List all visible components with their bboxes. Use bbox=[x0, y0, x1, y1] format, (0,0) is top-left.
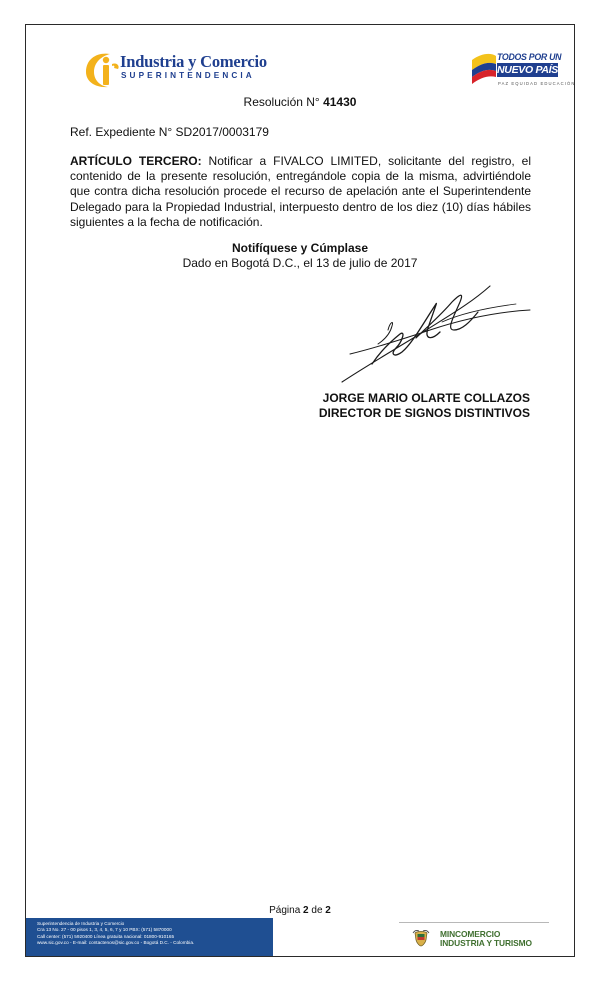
signer-block bbox=[300, 391, 530, 421]
notify-heading: Notifíquese y Cúmplase bbox=[231, 241, 369, 255]
page-current: 2 bbox=[303, 905, 309, 916]
page-total: 2 bbox=[325, 905, 331, 916]
footer-contact-line: Superintendencia de Industria y Comercio bbox=[37, 921, 125, 926]
page-number bbox=[0, 905, 600, 916]
article-text: Notificar a FIVALCO LIMITED, solicitante del registro, el contenido de la presente resolución, entregándole copia de la misma, advirtiéndole que contra dicha resolución procede el recurso de apelación ante el Superintendente Delegado para la Propiedad Industrial, interpuesto dentro de los diez (10) días hábiles siguientes a la fecha de notificación. bbox=[70, 154, 532, 229]
gov-slogan-line2: NUEVO PAÍS bbox=[497, 64, 558, 76]
ministry-name-line2: INDUSTRIA Y TURISMO bbox=[440, 938, 532, 948]
signer-name: JORGE MARIO OLARTE COLLAZOS bbox=[322, 391, 530, 405]
page-separator: de bbox=[311, 905, 323, 916]
signature-image bbox=[320, 282, 532, 392]
resolution-number: 41430 bbox=[323, 95, 357, 109]
resolution-label: Resolución N° bbox=[243, 95, 320, 109]
gov-slogan-line1: TODOS POR UN bbox=[497, 52, 562, 62]
ministry-name-line1: MINCOMERCIO bbox=[440, 929, 501, 939]
page-prefix: Página bbox=[269, 905, 301, 916]
resolution-title bbox=[0, 95, 600, 109]
article-heading: ARTÍCULO TERCERO: bbox=[70, 154, 202, 168]
article-paragraph bbox=[70, 154, 531, 230]
sic-logo-name: Industria y Comercio bbox=[120, 52, 267, 71]
sic-logo-subtitle: SUPERINTENDENCIA bbox=[121, 71, 255, 80]
file-reference: Ref. Expediente N° SD2017/0003179 bbox=[70, 125, 269, 139]
footer-contact-line: Cra 13 No. 27 - 00 pisos 1, 3, 4, 5, 6, 7 y 10 PBX: (571) 5870000 bbox=[37, 927, 172, 933]
signer-title: DIRECTOR DE SIGNOS DISTINTIVOS bbox=[318, 406, 530, 420]
issued-date: Dado en Bogotá D.C., el 13 de julio de 2017 bbox=[182, 256, 418, 270]
footer-contact-line: Call center: (571) 5920400 Línea gratuita nacional: 01800-910165 bbox=[37, 933, 175, 939]
ministry-rule bbox=[399, 922, 549, 923]
footer-contact-line: www.sic.gov.co - E-mail: contactenos@sic.gov.co - Bogotá D.C. - Colombia. bbox=[37, 940, 195, 946]
gov-slogan-line3: PAZ EQUIDAD EDUCACIÓN bbox=[498, 81, 576, 86]
footer-contact-lines bbox=[37, 921, 194, 947]
colombia-coat-of-arms-icon bbox=[411, 928, 431, 948]
